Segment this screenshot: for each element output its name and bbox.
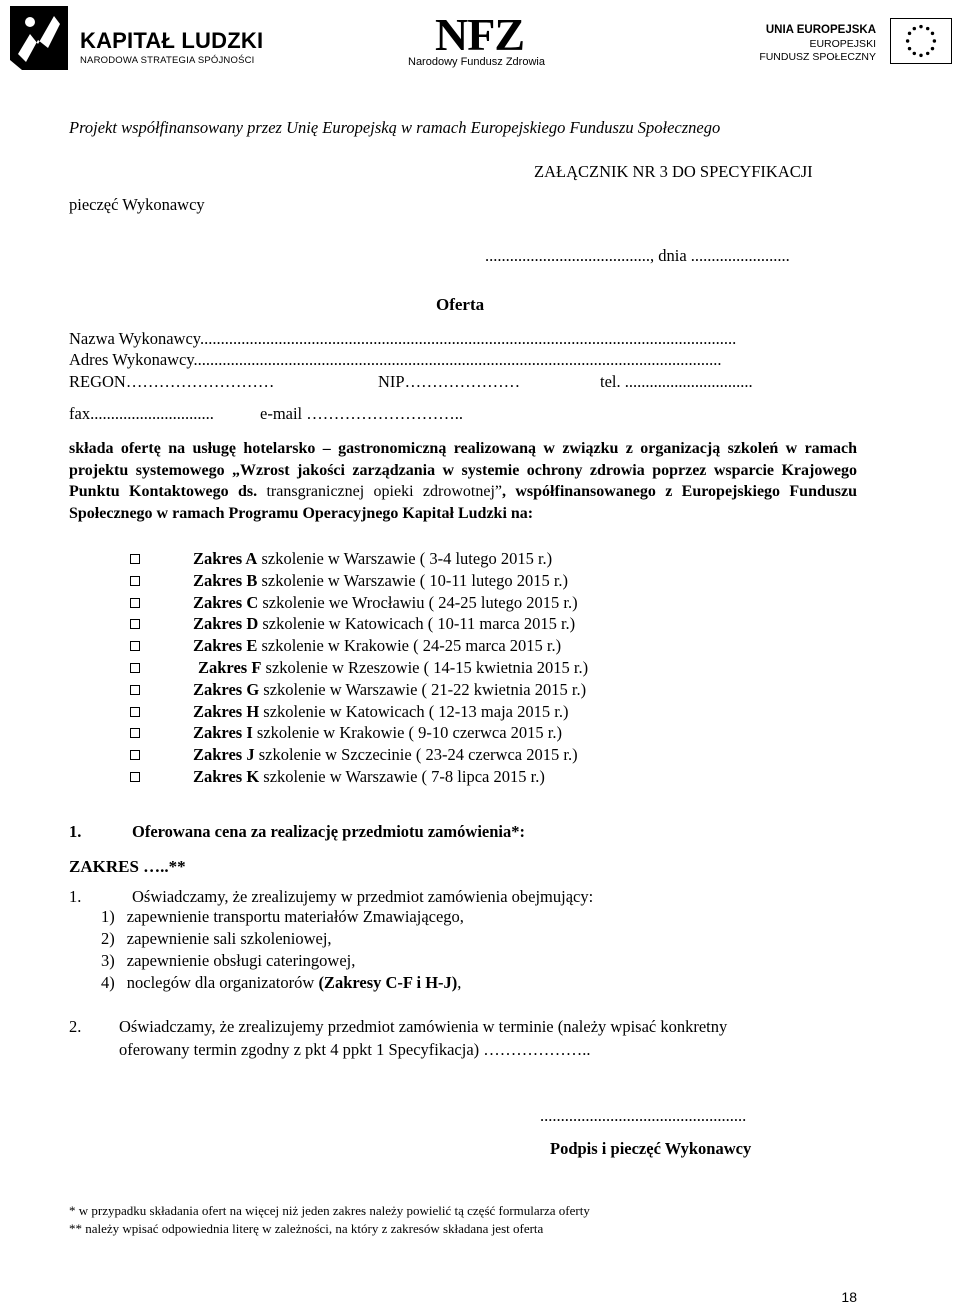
checkbox-icon[interactable] <box>130 641 140 651</box>
intro-part3: , współfinansowanego z Europejskiego Funduszu Społecznego w ramach Programu Operacyjnego Kapitał Ludzki na: <box>69 483 858 522</box>
signature-dots: .................................................. <box>540 1106 747 1125</box>
stmt1-item <box>101 928 464 950</box>
stmt1-text: Oświadczamy, że zrealizujemy w przedmiot zamówienia obejmujący: <box>132 887 594 906</box>
nfz-mark: NFZ <box>435 9 524 60</box>
eu-line1: UNIA EUROPEJSKA <box>765 24 876 36</box>
eu-flag-icon <box>890 18 952 64</box>
zakres-desc: szkolenie w Warszawie ( 7-8 lipca 2015 r.) <box>259 766 545 786</box>
eu-logo <box>759 18 952 68</box>
item-text-end: , <box>457 973 462 992</box>
checkbox-icon[interactable] <box>130 728 140 738</box>
item-text: noclegów dla organizatorów <box>126 973 319 992</box>
signature-label: Podpis i pieczęć Wykonawcy <box>550 1139 752 1158</box>
zakres-label: Zakres B <box>193 570 258 590</box>
nip-field: NIP………………… <box>378 372 521 391</box>
zakres-desc: szkolenie w Warszawie ( 3-4 lutego 2015 r.) <box>257 549 553 568</box>
zakres-desc: szkolenie w Warszawie ( 21-22 kwietnia 2015 r.) <box>259 679 587 699</box>
checkbox-icon[interactable] <box>130 576 140 586</box>
item-text: zapewnienie sali szkoleniowej, <box>126 929 332 948</box>
email-field: e-mail ……………………….. <box>260 404 464 423</box>
zakres-desc: szkolenie w Katowicach ( 10-11 marca 2015 r.) <box>258 614 576 634</box>
footnote-2: ** należy wpisać odpowiednia literę w zależności, na który z zakresów składana jest oferta <box>69 1221 544 1236</box>
fax-field: fax.............................. <box>69 404 214 423</box>
item-text: zapewnienie transportu materiałów Zmawiającego, <box>126 907 464 926</box>
checkbox-icon[interactable] <box>130 750 140 760</box>
zakres-label: Zakres E <box>193 636 258 656</box>
zakres-desc: szkolenie w Rzeszowie ( 14-15 kwietnia 2015 r.) <box>261 657 589 677</box>
checkbox-icon[interactable] <box>130 707 140 717</box>
zakres-label: Zakres I <box>193 723 253 743</box>
nfz-logo <box>400 9 560 72</box>
kapital-ludzki-title: KAPITAŁ LUDZKI <box>80 28 264 53</box>
zakres-desc: szkolenie we Wrocławiu ( 24-25 lutego 2015 r.) <box>258 592 578 612</box>
date-line: ........................................, dnia ........................ <box>485 246 790 265</box>
kapital-ludzki-subtitle: NARODOWA STRATEGIA SPÓJNOŚCI <box>80 55 255 66</box>
zakres-label: Zakres D <box>193 614 259 634</box>
project-cofinancing-line: Projekt współfinansowany przez Unię Europejską w ramach Europejskiego Funduszu Społecznego <box>69 118 721 137</box>
zakres-desc: szkolenie w Krakowie ( 9-10 czerwca 2015 r.) <box>252 723 563 743</box>
intro-part1: składa ofertę na usługę hotelarsko – gastronomiczną realizowaną w związku z organizacją szkoleń w ramach projektu systemowego „Wzrost jakości zarządzania w systemie ochrony zdrowia poprzez wsparcie Krajowego Punktu Kontaktowego ds. <box>69 440 857 500</box>
footnote-1: * w przypadku składania ofert na więcej niż jeden zakres należy powielić tą część formularza oferty <box>69 1203 590 1218</box>
section1-number: 1. <box>69 822 82 841</box>
section1-heading: Oferowana cena za realizację przedmiotu zamówienia*: <box>132 822 525 841</box>
zakres-label: Zakres K <box>193 766 260 786</box>
stmt1-item <box>101 906 464 928</box>
contractor-name-field: Nazwa Wykonawcy.................................................................................................................................. <box>69 329 737 348</box>
zakres-label: Zakres J <box>193 745 255 765</box>
offer-intro-paragraph <box>69 438 857 524</box>
kapital-ludzki-logo <box>8 4 268 74</box>
regon-field: REGON……………………… <box>69 372 275 391</box>
checkbox-icon[interactable] <box>130 598 140 608</box>
eu-line3: FUNDUSZ SPOŁECZNY <box>759 51 876 63</box>
zakres-desc: szkolenie w Szczecinie ( 23-24 czerwca 2015 r.) <box>254 745 578 765</box>
zakres-label: Zakres F <box>198 657 262 677</box>
item-number: 2) <box>101 929 115 948</box>
stmt1-item <box>101 972 464 994</box>
checkbox-icon[interactable] <box>130 685 140 695</box>
kapital-ludzki-emblem-icon <box>8 4 70 72</box>
checkbox-icon[interactable] <box>130 663 140 673</box>
zakres-label: Zakres A <box>193 549 258 568</box>
checkbox-icon[interactable] <box>130 772 140 782</box>
stmt1-number: 1. <box>69 887 82 906</box>
zakres-label: Zakres G <box>193 679 260 699</box>
tel-field: tel. ............................... <box>600 372 753 391</box>
stmt1-item <box>101 950 464 972</box>
intro-part2: transgranicznej opieki zdrowotnej” <box>266 483 502 500</box>
zakres-desc: szkolenie w Warszawie ( 10-11 lutego 2015 r.) <box>257 570 569 590</box>
item-number: 1) <box>101 907 115 926</box>
zakres-desc: szkolenie w Krakowie ( 24-25 marca 2015 r.) <box>257 636 562 656</box>
nfz-subtitle: Narodowy Fundusz Zdrowia <box>408 56 545 68</box>
eu-line2: EUROPEJSKI <box>809 38 876 50</box>
zakres-placeholder: ZAKRES …..** <box>69 857 186 876</box>
item-text-bold: (Zakresy C-F i H-J) <box>318 973 458 992</box>
stmt2-number: 2. <box>69 1017 82 1036</box>
stamp-label: pieczęć Wykonawcy <box>69 195 205 214</box>
zakres-label: Zakres C <box>193 592 259 612</box>
zakres-desc: szkolenie w Katowicach ( 12-13 maja 2015 r.) <box>259 701 569 721</box>
stmt2-line1: Oświadczamy, że zrealizujemy przedmiot zamówienia w terminie (należy wpisać konkretny <box>119 1017 728 1036</box>
contractor-address-field: Adres Wykonawcy................................................................................................................................ <box>69 350 722 369</box>
item-number: 4) <box>101 973 115 992</box>
stmt1-list <box>101 906 464 994</box>
zakres-label: Zakres H <box>193 701 260 721</box>
checkbox-icon[interactable] <box>130 554 140 564</box>
item-number: 3) <box>101 951 115 970</box>
annex-label: ZAŁĄCZNIK NR 3 DO SPECYFIKACJI <box>534 162 813 181</box>
stmt2-line2: oferowany termin zgodny z pkt 4 ppkt 1 Specyfikacja) ……………….. <box>119 1040 591 1059</box>
page-title: Oferta <box>436 295 485 314</box>
checkbox-icon[interactable] <box>130 619 140 629</box>
item-text: zapewnienie obsługi cateringowej, <box>126 951 356 970</box>
page-number: 18 <box>841 1289 857 1305</box>
